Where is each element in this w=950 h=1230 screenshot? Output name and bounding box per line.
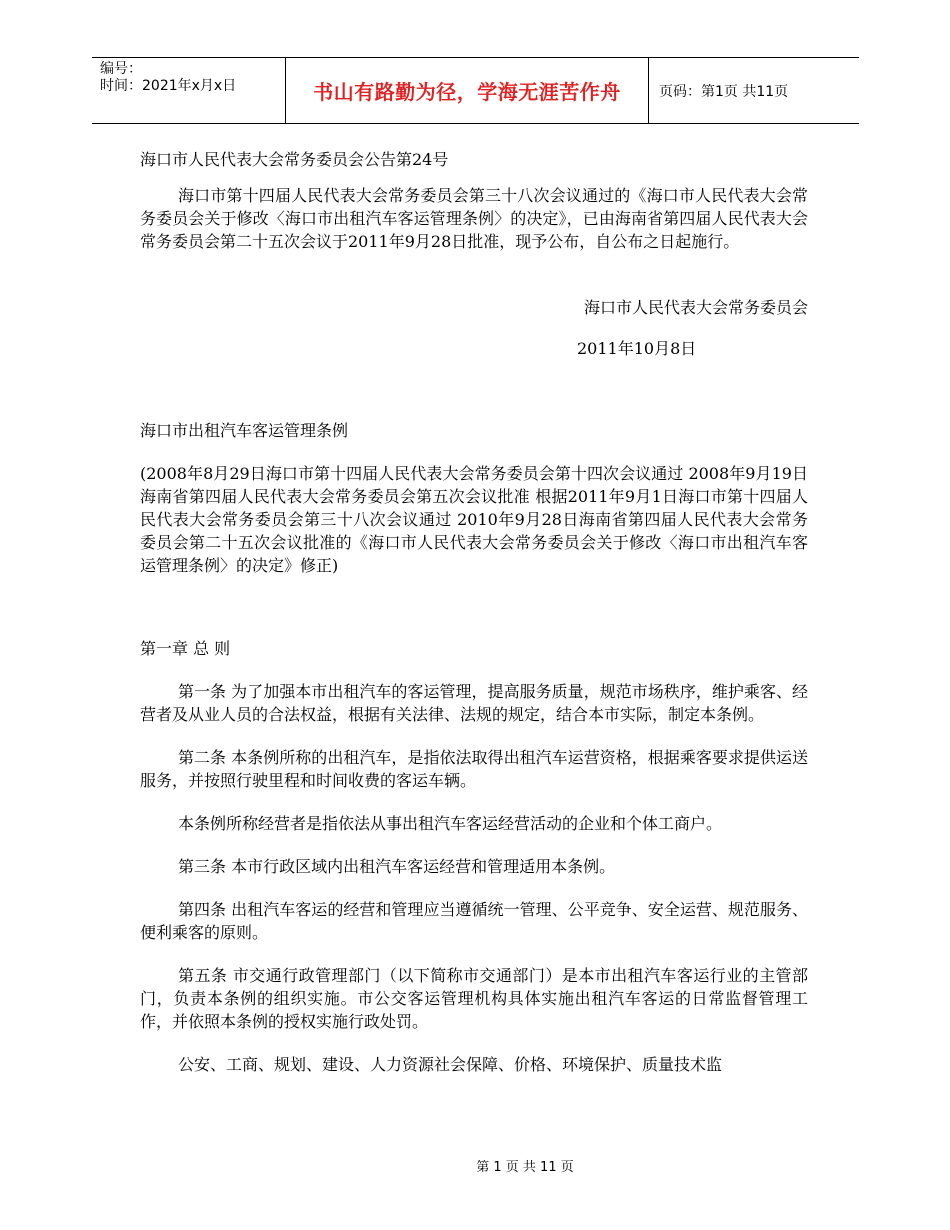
document-body [140, 140, 808, 1076]
announcement-body: 海口市第十四届人民代表大会常务委员会第三十八次会议通过的《海口市人民代表大会常务委员会关于修改〈海口市出租汽车客运管理条例〉的决定》，已由海南省第四届人民代表大会常务委员会第二十五次会议于2011年9月28日批准，现予公布，自公布之日起施行。 [140, 186, 808, 251]
article-3: 第三条 本市行政区域内出租汽车客运经营和管理适用本条例。 [178, 857, 616, 876]
announcement-signature: 海口市人民代表大会常务委员会 [583, 298, 808, 317]
article-1: 第一条 为了加强本市出租汽车的客运管理，提高服务质量，规范市场秩序，维护乘客、经营者及从业人员的合法权益，根据有关法律、法规的规定，结合本市实际，制定本条例。 [140, 682, 808, 724]
header-motto: 书山有路勤为径，学海无涯苦作舟 [285, 58, 649, 123]
page-footer: 第 1 页 共 11 页 [476, 1160, 574, 1175]
header-page-info: 页码：第1页 共11页 [659, 83, 789, 100]
article-5-paragraph-2: 公安、工商、规划、建设、人力资源社会保障、价格、环境保护、质量技术监 [178, 1055, 723, 1074]
regulation-title: 海口市出租汽车客运管理条例 [140, 421, 349, 440]
article-2: 第二条 本条例所称的出租汽车，是指依法取得出租汽车运营资格，根据乘客要求提供运送服务，并按照行驶里程和时间收费的客运车辆。 [140, 748, 808, 790]
chapter-heading: 第一章 总 则 [140, 639, 231, 658]
regulation-history: (2008年8月29日海口市第十四届人民代表大会常务委员会第十四次会议通过 2008年9月19日海南省第四届人民代表大会常务委员会第五次会议批准 根据2011年9月1日海口市第十四届人民代表大会常务委员会第三十八次会议通过 2010年9月28日海南省第四届人民代表大会常务委员会第二十五次会议批准的《海口市人民代表大会常务委员会关于修改〈海口市出租汽车客运管理条例〉的决定》修正) [140, 464, 808, 575]
header-meta [92, 58, 285, 123]
article-2-paragraph-2: 本条例所称经营者是指依法从事出租汽车客运经营活动的企业和个体工商户。 [178, 814, 723, 833]
document-time: 时间：2021年x月x日 [100, 78, 237, 94]
article-5: 第五条 市交通行政管理部门（以下简称市交通部门）是本市出租汽车客运行业的主管部门，负责本条例的组织实施。市公交客运管理机构具体实施出租汽车客运的日常监督管理工作，并依照本条例的授权实施行政处罚。 [140, 966, 808, 1031]
document-number-label: 编号： [100, 61, 142, 77]
announcement-date: 2011年10月8日 [577, 339, 697, 358]
page-header [92, 57, 859, 124]
article-4: 第四条 出租汽车客运的经营和管理应当遵循统一管理、公平竞争、安全运营、规范服务、便利乘客的原则。 [140, 900, 808, 942]
announcement-title: 海口市人民代表大会常务委员会公告第24号 [140, 150, 449, 169]
